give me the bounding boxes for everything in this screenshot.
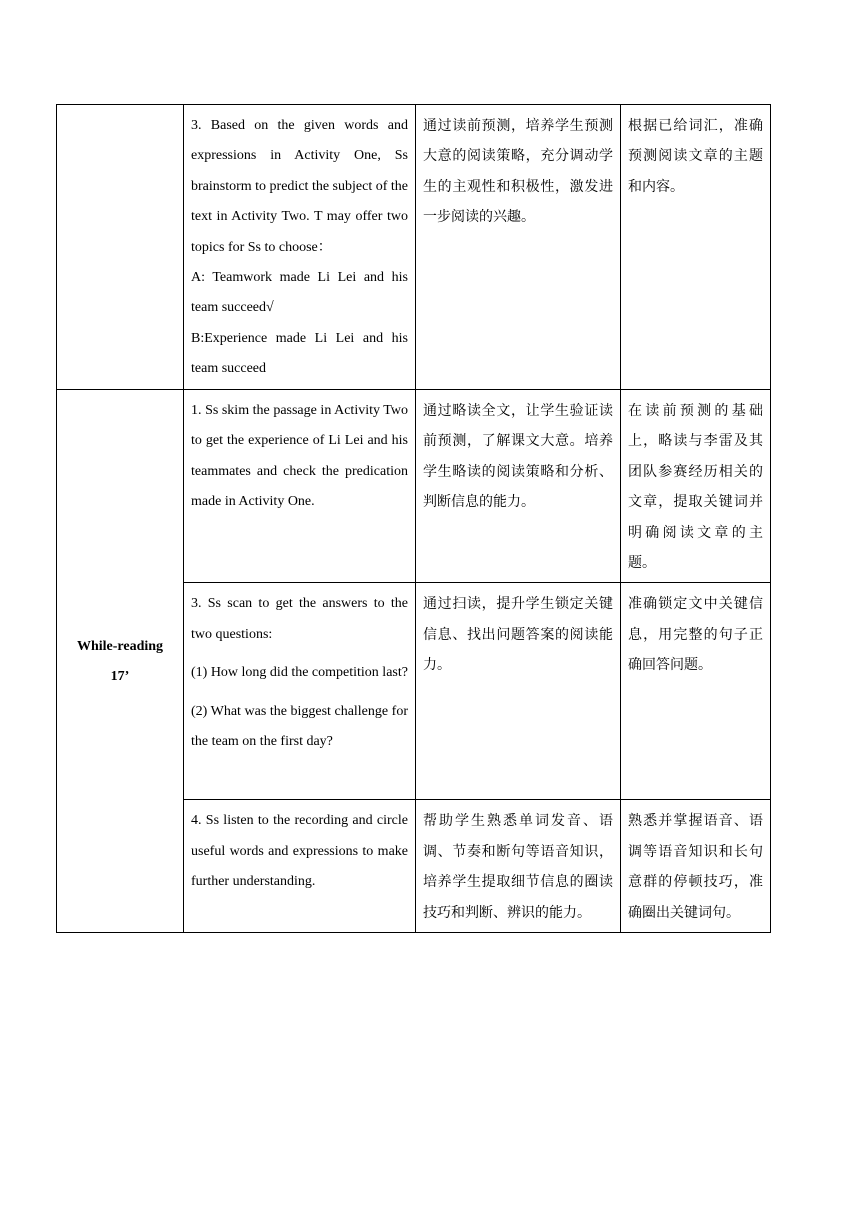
activity-text: 3. Ss scan to get the answers to the two questions: — [191, 596, 408, 642]
table-row — [57, 105, 771, 390]
question-1: (1) How long did the competition last? — [191, 665, 408, 681]
lesson-plan-table — [56, 104, 771, 933]
purpose-cell: 通过略读全文，让学生验证读前预测，了解课文大意。培养学生略读的阅读策略和分析、判断信息的能力。 — [416, 390, 621, 583]
stage-cell-empty — [57, 105, 184, 390]
table-row — [57, 390, 771, 583]
assessment-cell: 在读前预测的基础上，略读与李雷及其团队参赛经历相关的文章，提取关键词并明确阅读文章的主题。 — [621, 390, 771, 583]
stage-name: While-reading — [76, 638, 164, 654]
activity-option-b: B:Experience made Li Lei and his team succeed — [191, 330, 408, 377]
activity-text: 3. Based on the given words and expressions in Activity One, Ss brainstorm to predict the subject of the text in Activity Two. T may offer two topics for Ss to choose： — [191, 118, 408, 255]
assessment-cell: 准确锁定文中关键信息，用完整的句子正确回答问题。 — [621, 583, 771, 800]
activity-cell — [184, 390, 416, 583]
activity-cell — [184, 800, 416, 933]
activity-option-a: A: Teamwork made Li Lei and his team succeed√ — [191, 270, 408, 316]
purpose-cell: 通过扫读，提升学生锁定关键信息、找出问题答案的阅读能力。 — [416, 583, 621, 800]
question-2: (2) What was the biggest challenge for the team on the first day? — [191, 703, 408, 750]
purpose-cell: 通过读前预测，培养学生预测大意的阅读策略，充分调动学生的主观性和积极性，激发进一步阅读的兴趣。 — [416, 105, 621, 390]
stage-cell-while-reading — [57, 390, 184, 933]
assessment-cell: 熟悉并掌握语音、语调等语音知识和长句意群的停顿技巧，准确圈出关键词句。 — [621, 800, 771, 933]
activity-text: 4. Ss listen to the recording and circle useful words and expressions to make further understanding. — [191, 813, 408, 890]
activity-cell — [184, 105, 416, 390]
purpose-cell: 帮助学生熟悉单词发音、语调、节奏和断句等语音知识，培养学生提取细节信息的圈读技巧和判断、辨识的能力。 — [416, 800, 621, 933]
assessment-cell: 根据已给词汇，准确预测阅读文章的主题和内容。 — [621, 105, 771, 390]
activity-cell — [184, 583, 416, 800]
stage-time: 17’ — [110, 669, 130, 685]
activity-text: 1. Ss skim the passage in Activity Two to get the experience of Li Lei and his teammates and check the predication made in Activity One. — [191, 403, 408, 510]
